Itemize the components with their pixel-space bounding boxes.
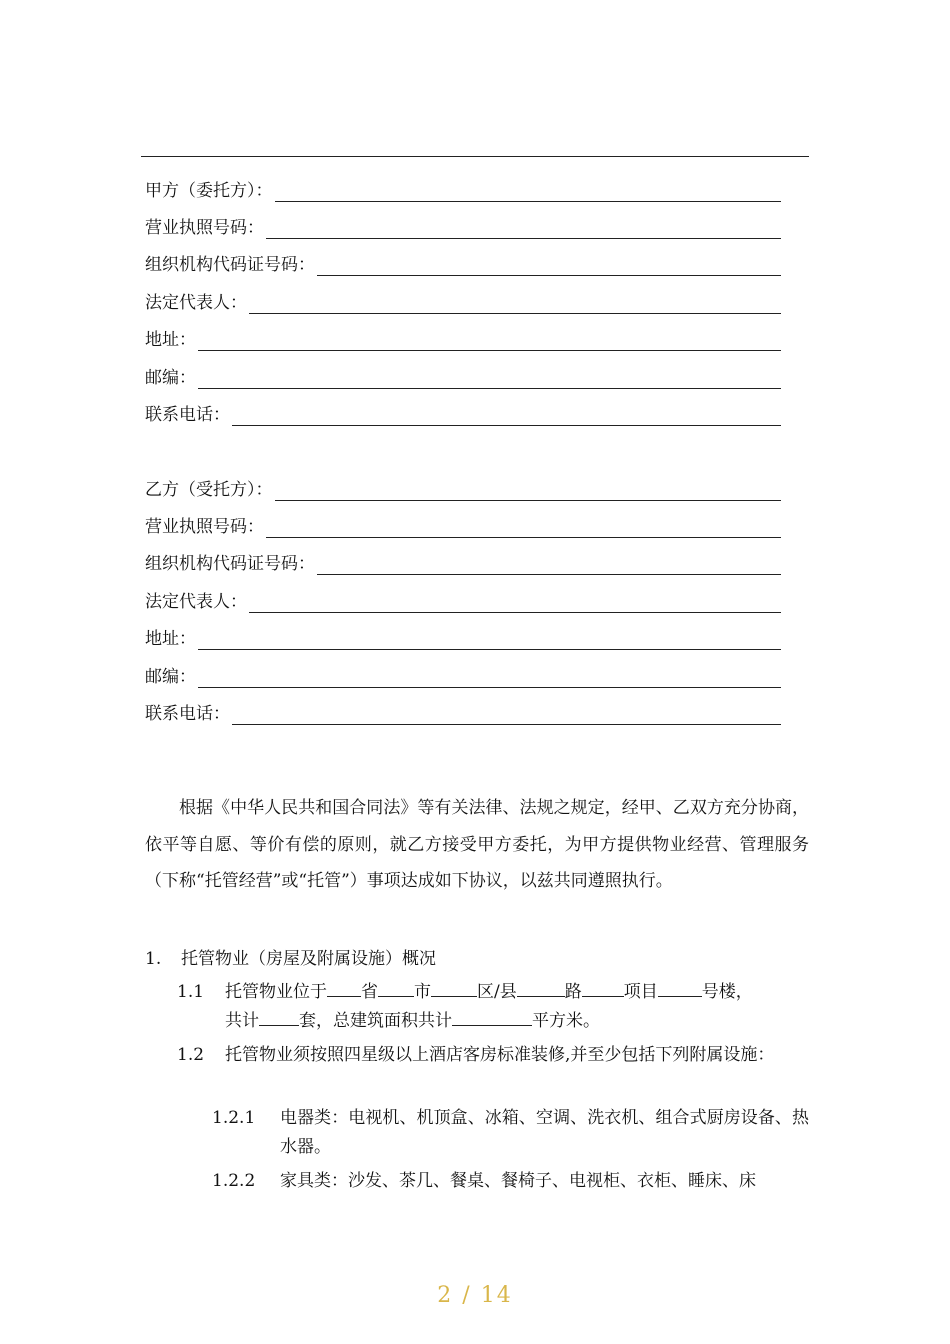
party-a-legal-rep-field[interactable]: [145, 290, 781, 314]
field-label: 邮编：: [145, 368, 196, 388]
fill-line: [266, 220, 781, 239]
fill-line: [249, 295, 781, 314]
page-current: 2: [437, 1283, 454, 1308]
item-text: 家具类：沙发、茶几、餐桌、餐椅子、电视柜、衣柜、睡床、床: [280, 1171, 756, 1191]
text-part: 号楼，: [701, 982, 753, 1002]
party-b-phone-field[interactable]: [145, 701, 781, 725]
page-separator: /: [462, 1283, 472, 1308]
fill-line: [266, 519, 781, 538]
text-part: 省: [361, 982, 378, 1002]
field-label: 组织机构代码证号码：: [145, 255, 315, 275]
item-text: 托管物业须按照四星级以上酒店客房标准装修,并至少包括下列附属设施：: [225, 1045, 775, 1065]
item-number: 1.2.2: [212, 1171, 256, 1191]
party-b-license-field[interactable]: [145, 514, 781, 538]
fill-line: [275, 482, 782, 501]
party-b-postcode-field[interactable]: [145, 664, 781, 688]
blank-district[interactable]: [431, 980, 477, 997]
field-label: 组织机构代码证号码：: [145, 554, 315, 574]
text-part: 套，总建筑面积共计: [299, 1011, 452, 1031]
section-number: 1.: [145, 949, 162, 969]
party-a-license-field[interactable]: [145, 215, 781, 239]
party-a-name-field[interactable]: [145, 178, 781, 202]
party-a-postcode-field[interactable]: [145, 365, 781, 389]
section-1-heading: [145, 946, 436, 972]
text-part: 区/县: [477, 982, 517, 1002]
party-a-org-code-field[interactable]: [145, 252, 781, 276]
fill-line: [198, 669, 781, 688]
fill-line: [275, 183, 782, 202]
blank-units[interactable]: [259, 1009, 299, 1026]
item-1-1: [177, 978, 809, 1038]
blank-province[interactable]: [327, 980, 361, 997]
party-a-phone-field[interactable]: [145, 402, 781, 426]
text-part: 托管物业位于: [225, 982, 327, 1002]
party-b-address-field[interactable]: [145, 626, 781, 650]
header-rule: [141, 156, 809, 157]
field-label: 甲方（委托方）：: [145, 181, 273, 201]
fill-line: [232, 706, 781, 725]
item-1-2-1: [212, 1104, 809, 1164]
field-label: 营业执照号码：: [145, 218, 264, 238]
blank-building[interactable]: [658, 980, 702, 997]
section-title: 托管物业（房屋及附属设施）概况: [181, 949, 436, 969]
party-b-legal-rep-field[interactable]: [145, 589, 781, 613]
field-label: 法定代表人：: [145, 293, 247, 313]
fill-line: [198, 370, 781, 389]
page-total: 14: [480, 1283, 513, 1308]
field-label: 法定代表人：: [145, 592, 247, 612]
fill-line: [317, 257, 781, 276]
field-label: 邮编：: [145, 667, 196, 687]
text-part: 平方米。: [532, 1011, 600, 1031]
item-line: [225, 978, 809, 1007]
fill-line: [317, 556, 781, 575]
text-part: 共计: [225, 1011, 259, 1031]
item-1-2: [177, 1041, 809, 1101]
text-part: 市: [414, 982, 431, 1002]
item-line: [225, 1007, 809, 1036]
item-number: 1.2: [177, 1045, 205, 1065]
item-1-2-2: [212, 1167, 809, 1197]
blank-area[interactable]: [452, 1009, 532, 1026]
party-b-name-field[interactable]: [145, 477, 781, 501]
preamble-paragraph: 根据《中华人民共和国合同法》等有关法律、法规之规定，经甲、乙双方充分协商，依平等自愿、等价有偿的原则，就乙方接受甲方委托，为甲方提供物业经营、管理服务（下称“托管经营”或“托管”）事项达成如下协议，以兹共同遵照执行。: [145, 798, 809, 891]
fill-line: [249, 594, 781, 613]
fill-line: [232, 407, 781, 426]
field-label: 乙方（受托方）：: [145, 480, 273, 500]
field-label: 联系电话：: [145, 405, 230, 425]
fill-line: [198, 332, 781, 351]
text-part: 路: [564, 982, 582, 1002]
field-label: 营业执照号码：: [145, 517, 264, 537]
blank-road[interactable]: [517, 980, 565, 997]
fill-line: [198, 631, 781, 650]
page-number: [0, 1283, 950, 1308]
item-text: 电器类：电视机、机顶盒、冰箱、空调、洗衣机、组合式厨房设备、热水器。: [280, 1108, 809, 1157]
blank-city[interactable]: [378, 980, 414, 997]
blank-project[interactable]: [582, 980, 624, 997]
party-b-org-code-field[interactable]: [145, 551, 781, 575]
party-a-address-field[interactable]: [145, 327, 781, 351]
item-number: 1.2.1: [212, 1108, 256, 1128]
field-label: 地址：: [145, 330, 196, 350]
text-part: 项目: [623, 982, 658, 1002]
field-label: 联系电话：: [145, 704, 230, 724]
field-label: 地址：: [145, 629, 196, 649]
item-text: [225, 978, 809, 1036]
item-number: 1.1: [177, 982, 205, 1002]
